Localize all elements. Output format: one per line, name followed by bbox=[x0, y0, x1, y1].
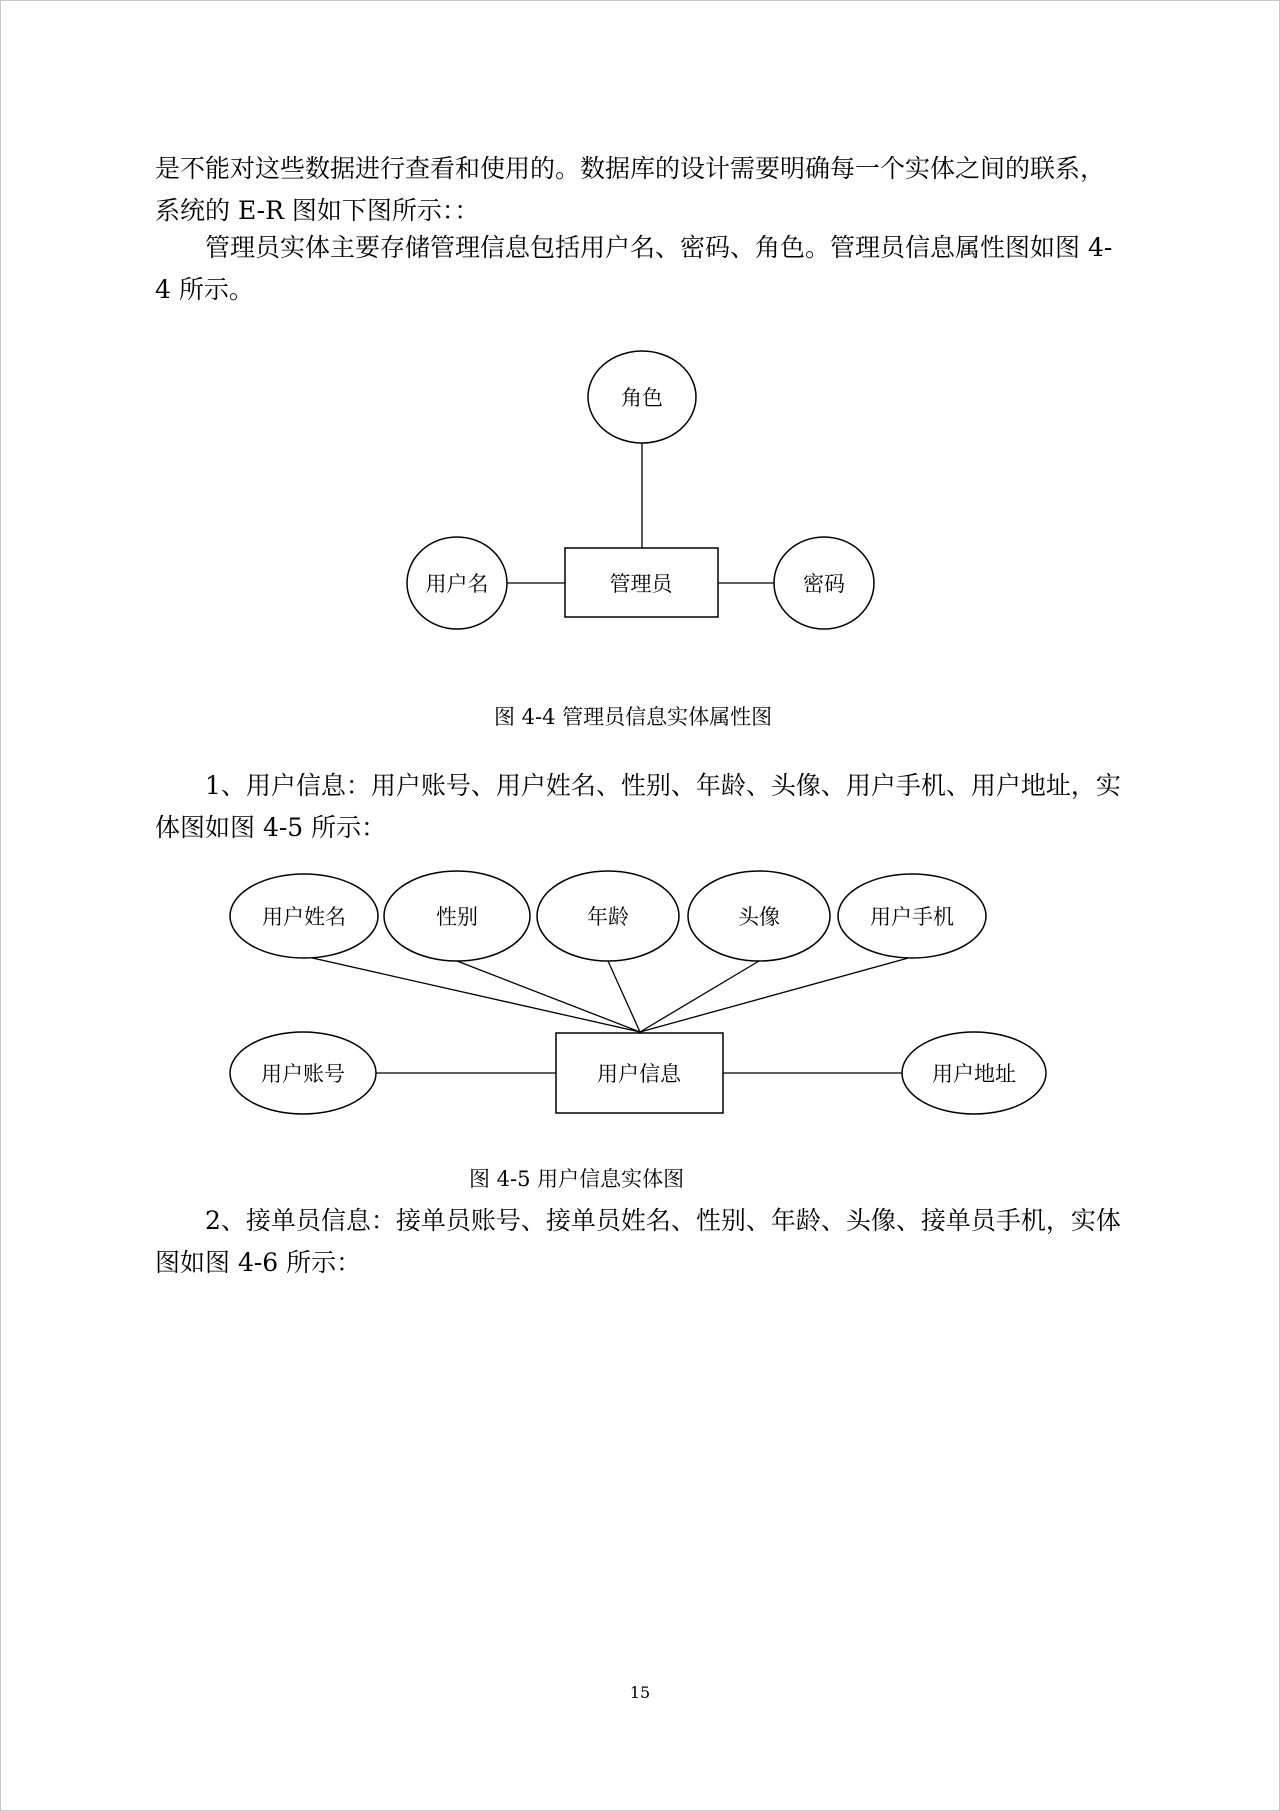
attr-password-label: 密码 bbox=[803, 572, 845, 596]
entity-admin-label: 管理员 bbox=[609, 572, 673, 596]
paragraph-courier-info: 2、接单员信息：接单员账号、接单员姓名、性别、年龄、头像、接单员手机，实体图如图 4-6 所示： bbox=[155, 1206, 1121, 1277]
paragraph-admin: 管理员实体主要存储管理信息包括用户名、密码、角色。管理员信息属性图如图 4-4 所示。 bbox=[155, 233, 1113, 304]
attr-address-label: 用户地址 bbox=[932, 1062, 1016, 1086]
figure-4-5-caption: 图 4-5 用户信息实体图 bbox=[469, 1167, 685, 1191]
attr-avatar-label: 头像 bbox=[738, 905, 780, 929]
attr-age-label: 年龄 bbox=[587, 905, 629, 929]
attr-account-label: 用户账号 bbox=[261, 1062, 345, 1086]
paragraph-intro: 是不能对这些数据进行查看和使用的。数据库的设计需要明确每一个实体之间的联系，系统的 E-R 图如下图所示：： bbox=[155, 154, 1106, 225]
attr-gender-label: 性别 bbox=[436, 905, 478, 929]
edge-phone bbox=[640, 957, 912, 1032]
entity-user-label: 用户信息 bbox=[597, 1062, 681, 1086]
paragraph-user-info: 1、用户信息：用户账号、用户姓名、性别、年龄、头像、用户手机、用户地址，实体图如图 4-5 所示： bbox=[155, 771, 1121, 842]
attr-username-label: 用户名 bbox=[425, 572, 489, 596]
attr-phone-label: 用户手机 bbox=[870, 905, 954, 929]
edge-avatar bbox=[640, 961, 759, 1032]
page-number: 15 bbox=[629, 1683, 651, 1702]
figure-4-4-caption: 图 4-4 管理员信息实体属性图 bbox=[494, 705, 773, 729]
attr-name-label: 用户姓名 bbox=[262, 905, 346, 929]
attr-role-label: 角色 bbox=[621, 386, 663, 410]
